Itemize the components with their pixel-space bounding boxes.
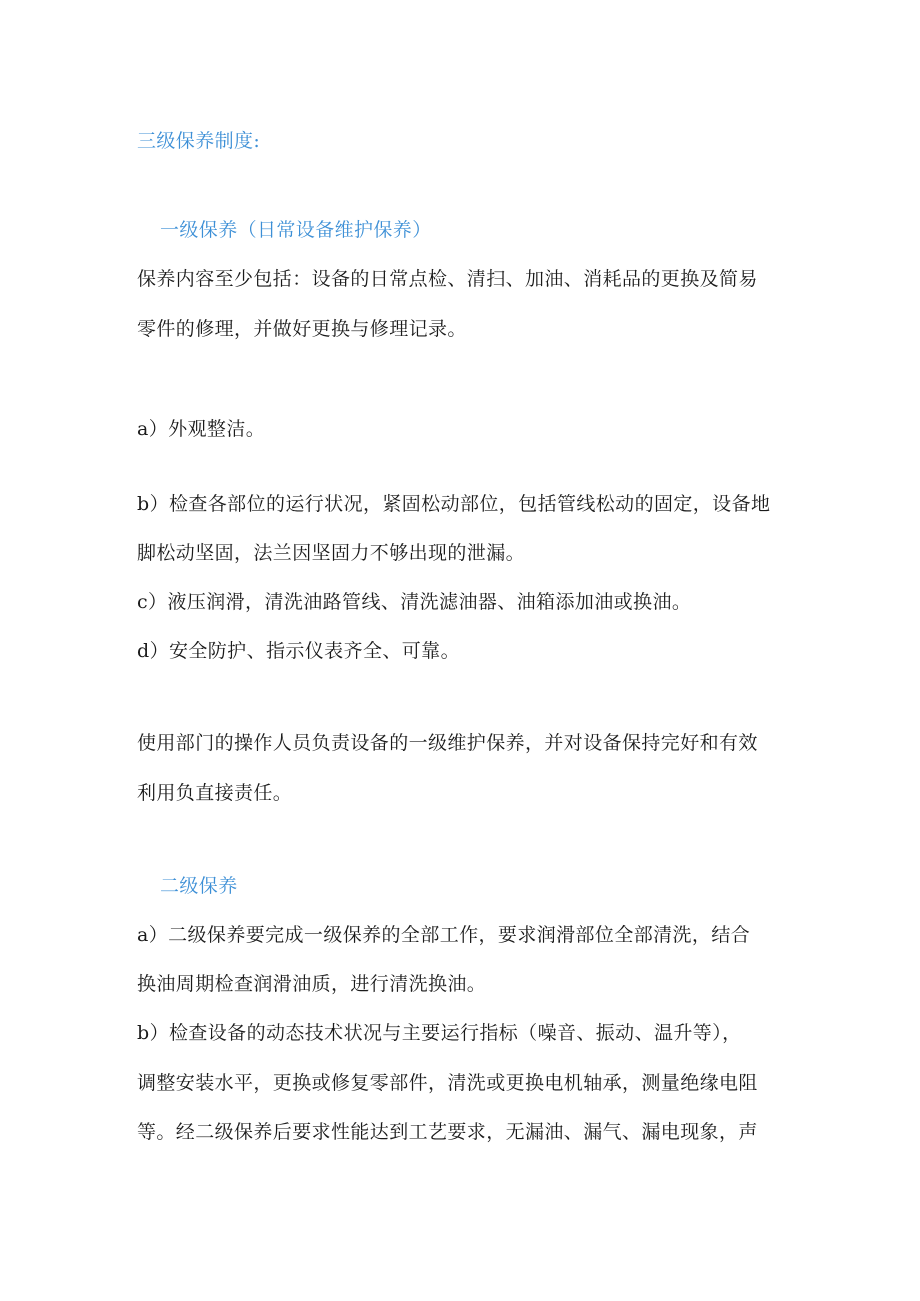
level2-item-a-line: a）二级保养要完成一级保养的全部工作，要求润滑部位全部清洗，结合	[137, 924, 751, 946]
level2-item-b-line: 等。经二级保养后要求性能达到工艺要求，无漏油、漏气、漏电现象，声	[137, 1121, 758, 1143]
level2-item-b-line: 调整安装水平，更换或修复零部件，清洗或更换电机轴承，测量绝缘电阻	[137, 1072, 758, 1094]
level1-heading: 一级保养（日常设备维护保养）	[160, 219, 432, 241]
level1-responsibility-line: 利用负直接责任。	[137, 782, 293, 804]
level1-intro-line: 零件的修理，并做好更换与修理记录。	[137, 318, 467, 340]
level1-item-b-line: 脚松动坚固，法兰因坚固力不够出现的泄漏。	[137, 542, 526, 564]
document-title: 三级保养制度:	[137, 130, 261, 152]
level2-item-b-line: b）检查设备的动态技术状况与主要运行指标（噪音、振动、温升等），	[137, 1022, 742, 1044]
level1-item-b-line: b）检查各部位的运行状况，紧固松动部位，包括管线松动的固定，设备地	[137, 493, 771, 515]
level2-item-a-line: 换油周期检查润滑油质，进行清洗换油。	[137, 973, 487, 995]
level1-item-c: c）液压润滑，清洗油路管线、清洗滤油器、油箱添加油或换油。	[137, 591, 692, 613]
level1-intro-line: 保养内容至少包括：设备的日常点检、清扫、加油、消耗品的更换及简易	[137, 268, 758, 290]
level1-item-d: d）安全防护、指示仪表齐全、可靠。	[137, 640, 460, 662]
level1-responsibility-line: 使用部门的操作人员负责设备的一级维护保养，并对设备保持完好和有效	[137, 732, 758, 754]
level1-item-a: a）外观整洁。	[137, 418, 266, 440]
level2-heading: 二级保养	[160, 875, 238, 897]
